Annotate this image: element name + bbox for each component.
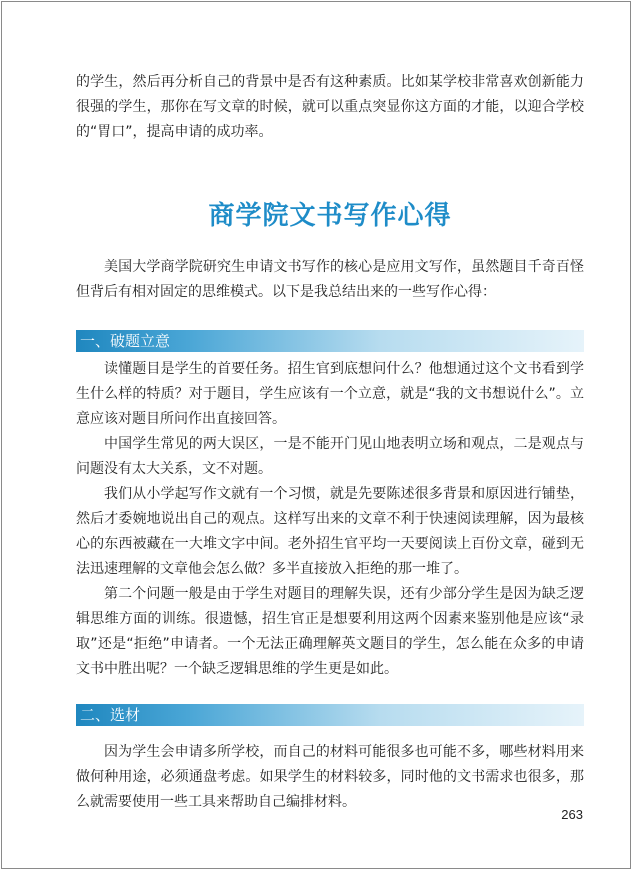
continued-paragraph: 的学生，然后再分析自己的背景中是否有这种素质。比如某学校非常喜欢创新能力很强的学生，那你在写文章的时候，就可以重点突显你这方面的才能，以迎合学校的“胃口”，提高申请的成功率。 bbox=[76, 74, 584, 140]
section-1-paragraph-4: 第二个问题一般是由于学生对题目的理解失误，还有少部分学生是因为缺乏逻辑思维方面的训练。很遗憾，招生官正是想要利用这两个因素来鉴别他是应该“录取”还是“拒绝”申请者。一个无法正确理解英文题目的学生，怎么能在众多的申请文书中胜出呢？一个缺乏逻辑思维的学生更是如此。 bbox=[76, 586, 584, 677]
section-1-paragraph-2: 中国学生常见的两大误区，一是不能开门见山地表明立场和观点，二是观点与问题没有太大关系，文不对题。 bbox=[76, 436, 584, 477]
page-content bbox=[76, 70, 584, 815]
page-title: 商学院文书写作心得 bbox=[208, 201, 452, 231]
intro-paragraph: 美国大学商学院研究生申请文书写作的核心是应用文写作，虽然题目千奇百怪但背后有相对固定的思维模式。以下是我总结出来的一些写作心得： bbox=[76, 259, 584, 300]
section-1-paragraph-1: 读懂题目是学生的首要任务。招生官到底想问什么？他想通过这个文书看到学生什么样的特质？对于题目，学生应该有一个立意，就是“我的文书想说什么”。立意应该对题目所问作出直接回答。 bbox=[76, 361, 584, 427]
page-number: 263 bbox=[561, 807, 583, 822]
section-2-paragraph-1: 因为学生会申请多所学校，而自己的材料可能很多也可能不多，哪些材料用来做何种用途，必须通盘考虑。如果学生的材料较多，同时他的文书需求也很多，那么就需要使用一些工具来帮助自己编排材料。 bbox=[76, 744, 584, 810]
section-1-paragraph-3: 我们从小学起写作文就有一个习惯，就是先要陈述很多背景和原因进行铺垫，然后才委婉地说出自己的观点。这样写出来的文章不利于快速阅读理解，因为最核心的东西被藏在一大堆文字中间。老外招生官平均一天要阅读上百份文章，碰到无法迅速理解的文章他会怎么做？多半直接放入拒绝的那一堆了。 bbox=[76, 486, 584, 577]
section-heading-1: 一、破题立意 bbox=[76, 330, 584, 352]
section-heading-2: 二、选材 bbox=[76, 704, 584, 726]
